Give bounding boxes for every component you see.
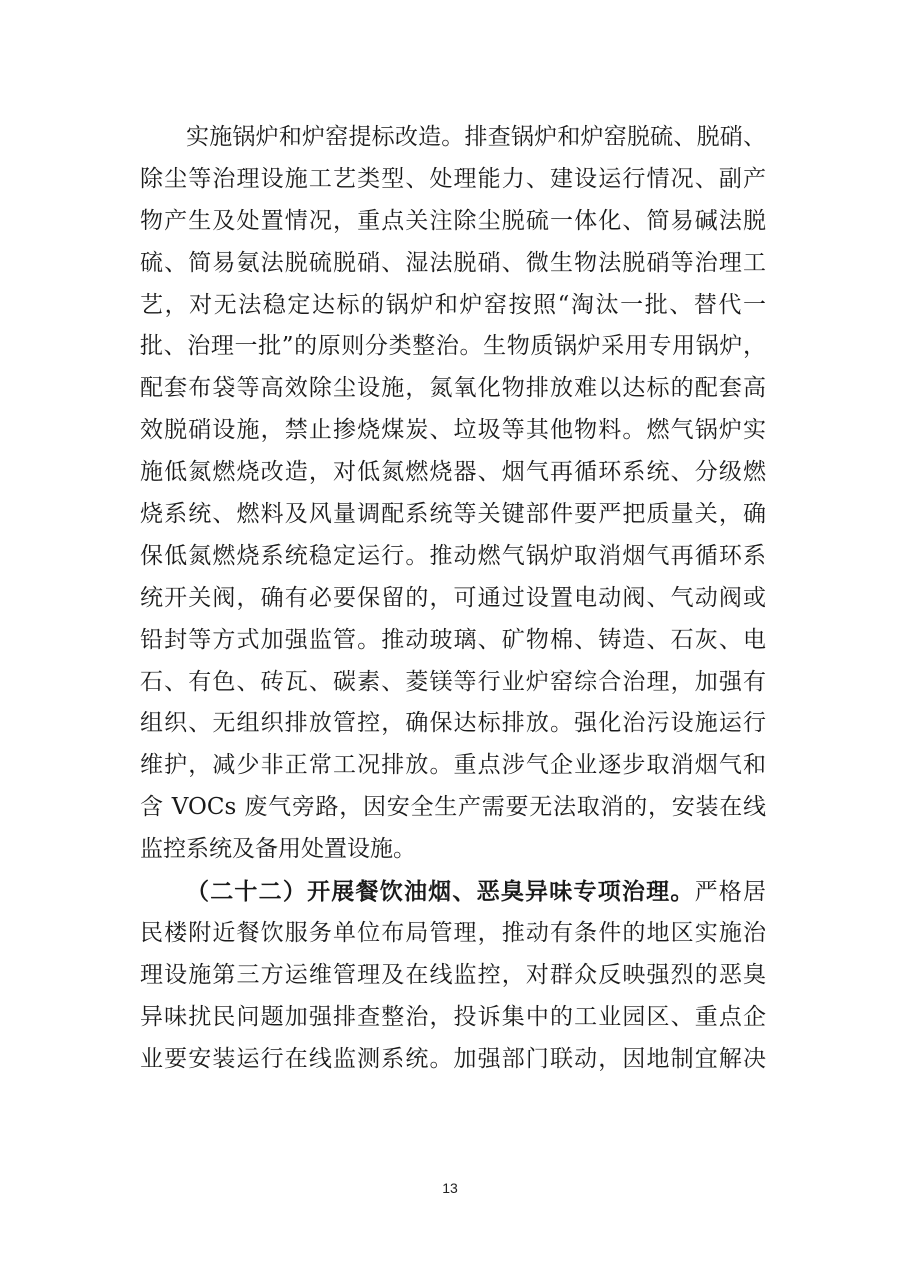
paragraph-line: 除尘等治理设施工艺类型、处理能力、建设运行情况、副产 [140,165,766,192]
paragraph-line: 批、治理一批”的原则分类整治。生物质锅炉采用专用锅炉， [140,333,766,360]
paragraph-line: 民楼附近餐饮服务单位布局管理，推动有条件的地区实施治 [140,919,766,946]
paragraph-line: 石、有色、砖瓦、碳素、菱镁等行业炉窑综合治理，加强有 [140,668,766,695]
paragraph-first-line [140,871,766,913]
paragraph-line: 烧系统、燃料及风量调配系统等关键部件要严把质量关，确 [140,501,766,528]
page-number: 13 [442,1180,458,1196]
paragraph-line: 含 VOCs 废气旁路，因安全生产需要无法取消的，安装在线 [140,794,766,821]
paragraph-catering-odor-control [140,871,766,1080]
paragraph-line: 铅封等方式加强监管。推动玻璃、矿物棉、铸造、石灰、电 [140,626,766,653]
paragraph-line: 实施锅炉和炉窑提标改造。排查锅炉和炉窑脱硫、脱硝、 [186,124,766,150]
paragraph-line: 组织、无组织排放管控，确保达标排放。强化治污设施运行 [140,710,766,737]
paragraph-line: 保低氮燃烧系统稳定运行。推动燃气锅炉取消烟气再循环系 [140,542,766,569]
section-heading: （二十二）开展餐饮油烟、恶臭异味专项治理。 [186,878,695,906]
paragraph-line: 维护，减少非正常工况排放。重点涉气企业逐步取消烟气和 [140,752,766,779]
paragraph-line: 效脱硝设施，禁止掺烧煤炭、垃圾等其他物料。燃气锅炉实 [140,417,766,444]
paragraph-line: 物产生及处置情况，重点关注除尘脱硫一体化、简易碱法脱 [140,207,766,234]
paragraph-boiler-kiln-upgrade [140,117,766,871]
paragraph-line: 异味扰民问题加强排查整治，投诉集中的工业园区、重点企 [140,1003,766,1030]
paragraph-line: 配套布袋等高效除尘设施，氮氧化物排放难以达标的配套高 [140,375,766,402]
paragraph-line: 监控系统及备用处置设施。 [140,836,416,863]
paragraph-line: 硫、简易氨法脱硫脱硝、湿法脱硝、微生物法脱硝等治理工 [140,249,766,276]
paragraph-line: 施低氮燃烧改造，对低氮燃烧器、烟气再循环系统、分级燃 [140,459,766,486]
paragraph-line-rest: 严格居 [694,879,767,906]
paragraph-line: 统开关阀，确有必要保留的，可通过设置电动阀、气动阀或 [140,584,766,611]
paragraph-line: 艺，对无法稳定达标的锅炉和炉窑按照“淘汰一批、替代一 [140,291,766,318]
body-text [140,117,766,1080]
paragraph-line: 业要安装运行在线监测系统。加强部门联动，因地制宜解决 [140,1045,766,1072]
paragraph-line: 理设施第三方运维管理及在线监控，对群众反映强烈的恶臭 [140,961,766,988]
